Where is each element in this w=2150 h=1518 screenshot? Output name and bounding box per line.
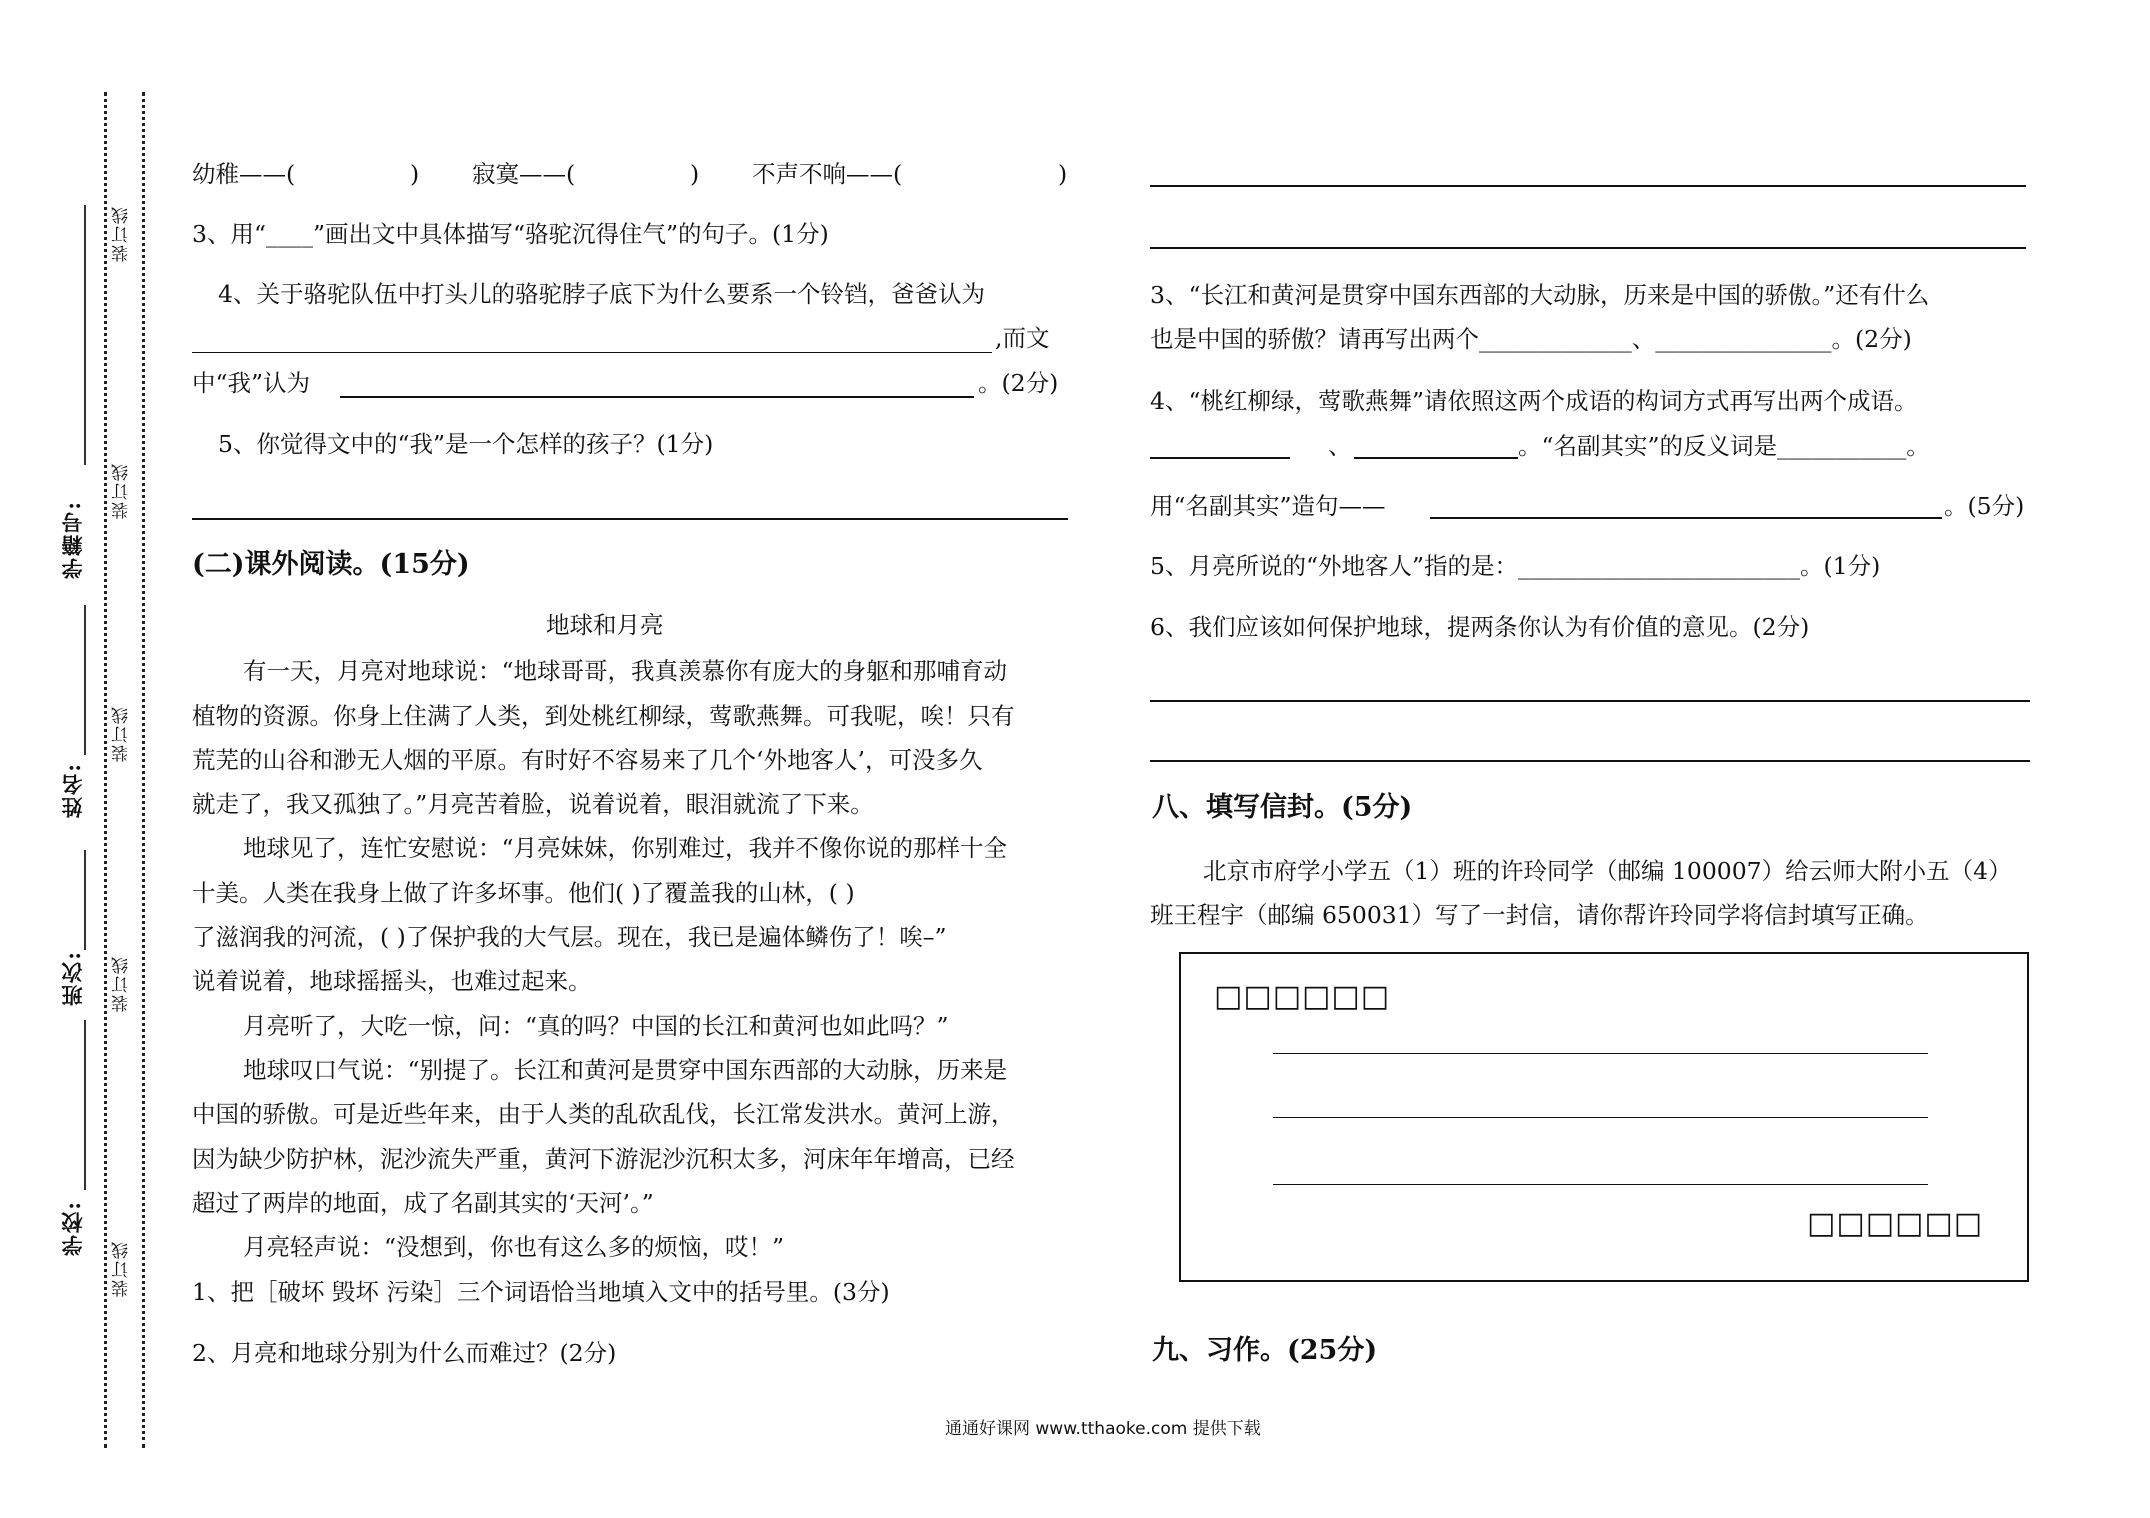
right-question-4-line2-tail: 。“名副其实”的反义词是___________。 [1518,432,1930,460]
class-label: 班次: [60,950,85,1006]
right-question-4-line3-end: 。(5分) [1944,492,2025,520]
binding-line-label-2: 装订线 [112,462,132,519]
sender-postcode-boxes: □□□□□□ [1807,1206,1984,1241]
right-question-3-line2: 也是中国的骄傲？请再写出两个_____________、_______________。(2分) [1150,325,1912,353]
q2-item3-close: ) [1058,160,1068,188]
question-5: 5、你觉得文中的“我”是一个怎样的孩子？(1分) [218,430,714,458]
reading-question-2: 2、月亮和地球分别为什么而难过？(2分) [192,1339,617,1367]
answer-line [1150,760,2030,762]
story-line: 了滋润我的河流，( )了保护我的大气层。现在，我已是遍体鳞伤了！唉–” [192,923,947,951]
story-line: 中国的骄傲。可是近些年来，由于人类的乱砍乱伐，长江常发洪水。黄河上游， [192,1100,1015,1128]
story-line: 超过了两岸的地面，成了名副其实的‘天河’。” [192,1189,654,1217]
section-8-line2: 班王程宇（邮编 650031）写了一封信，请你帮许玲同学将信封填写正确。 [1150,901,1929,929]
q4-idiom-line-1 [1150,457,1290,459]
binding-line-label-5: 装订线 [112,1240,132,1297]
story-line: 地球见了，连忙安慰说：“月亮妹妹，你别难过，我并不像你说的那样十全 [243,834,1008,862]
q2-item2-label: 寂寞——( [472,160,576,188]
q4-idiom-line-2 [1354,457,1518,459]
story-line: 有一天，月亮对地球说：“地球哥哥，我真羡慕你有庞大的身躯和那哺育动 [243,657,1008,685]
story-line: 月亮轻声说：“没想到，你也有这么多的烦恼，哎！” [243,1233,785,1261]
question-4-line3-start: 中“我”认为 [192,369,311,397]
recipient-postcode-boxes: □□□□□□ [1214,979,1391,1014]
question-4-line3-end: 。(2分) [978,369,1059,397]
question-4-line1: 4、关于骆驼队伍中打头儿的骆驼脖子底下为什么要系一个铃铛，爸爸认为 [218,280,985,308]
section-9-heading: 九、习作。(25分) [1152,1335,1378,1366]
story-line: 荒芜的山谷和渺无人烟的平原。有时好不容易来了几个‘外地客人’，可没多久 [192,746,983,774]
story-title: 地球和月亮 [546,611,664,639]
school-label: 学校: [60,1200,85,1256]
story-line: 植物的资源。你身上住满了人类，到处桃红柳绿，莺歌燕舞。可我呢，唉！只有 [192,702,1015,730]
story-line: 因为缺少防护林，泥沙流失严重，黄河下游泥沙沉积太多，河床年年增高，已经 [192,1145,1015,1173]
binding-line-label-1: 装订线 [112,205,132,262]
q2-item1-close: ) [410,160,420,188]
q5-answer-line [192,518,1068,520]
section-8-heading: 八、填写信封。(5分) [1152,792,1413,823]
name-field-line [84,605,86,755]
q2-item3-label: 不声不响——( [752,160,903,188]
q4-separator: 、 [1328,432,1352,460]
school-field-line [84,1020,86,1190]
name-label: 姓名: [60,762,85,818]
right-question-3-line1: 3、“长江和黄河是贯穿中国东西部的大动脉，历来是中国的骄傲。”还有什么 [1150,281,1930,309]
section-8-line1: 北京市府学小学五（1）班的许玲同学（邮编 100007）给云师大附小五（4） [1203,857,2012,885]
answer-line [1150,247,2026,249]
q2-item1-label: 幼稚——( [192,160,296,188]
class-field-line [84,850,86,950]
story-line: 月亮听了，大吃一惊，问：“真的吗？中国的长江和黄河也如此吗？” [243,1012,949,1040]
question-4-line2-end: ,而文 [995,324,1050,352]
section-extracurricular-heading: (二)课外阅读。(15分) [192,549,470,580]
q2-item2-close: ) [690,160,700,188]
binding-line-label-3: 装订线 [112,705,132,762]
q4-answer-line-1 [192,352,992,353]
envelope-address-line [1273,1117,1928,1118]
question-3 [192,220,829,248]
q4-sentence-line [1430,517,1942,519]
right-question-4-line3-start: 用“名副其实”造句—— [1150,492,1386,520]
answer-line [1150,185,2026,187]
story-line: 地球叹口气说：“别提了。长江和黄河是贯穿中国东西部的大动脉，历来是 [243,1056,1008,1084]
q3-blank: ____ [265,220,313,248]
q3-suffix: ”画出文中具体描写“骆驼沉得住气”的句子。(1分) [312,220,829,248]
reading-question-1: 1、把［破坏 毁坏 污染］三个词语恰当地填入文中的括号里。(3分) [192,1278,890,1306]
binding-dotted-line-outer [104,92,107,1448]
q4-answer-line-2 [340,396,974,398]
q3-prefix: 3、用“ [192,220,266,248]
envelope-address-line [1273,1053,1928,1054]
envelope [1179,952,2029,1282]
answer-line [1150,700,2030,702]
right-question-5: 5、月亮所说的“外地客人”指的是：________________________。(1分) [1150,552,1881,580]
envelope-address-line [1273,1184,1928,1185]
story-line: 十美。人类在我身上做了许多坏事。他们( )了覆盖我的山林，( ) [192,879,855,907]
student-id-field-line [84,205,86,465]
story-line: 就走了，我又孤独了。”月亮苦着脸，说着说着，眼泪就流了下来。 [192,790,874,818]
story-line: 说着说着，地球摇摇头，也难过起来。 [192,967,592,995]
right-question-4-line1: 4、“桃红柳绿，莺歌燕舞”请依照这两个成语的构词方式再写出两个成语。 [1150,387,1918,415]
binding-line-label-4: 装订线 [112,955,132,1012]
footer-source: 通通好课网 www.tthaoke.com 提供下载 [945,1419,1261,1439]
binding-dotted-line-inner [142,92,145,1448]
student-id-label: 学籍号: [60,500,85,579]
right-question-6: 6、我们应该如何保护地球，提两条你认为有价值的意见。(2分) [1150,613,1810,641]
